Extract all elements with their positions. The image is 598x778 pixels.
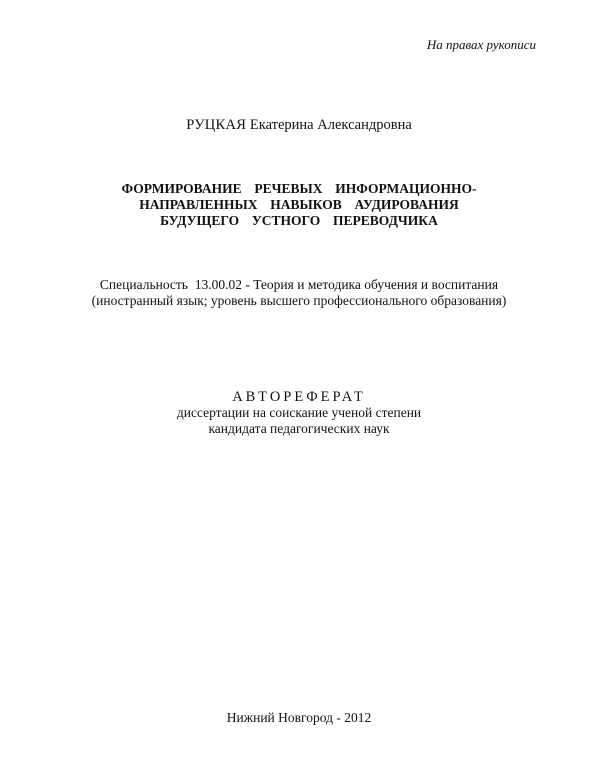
specialty-line: Специальность 13.00.02 - Теория и методика обучения и воспитания <box>99 277 499 292</box>
dissertation-title <box>0 181 598 229</box>
title-line: БУДУЩЕГО УСТНОГО ПЕРЕВОДЧИКА <box>160 213 438 228</box>
title-line: НАПРАВЛЕННЫХ НАВЫКОВ АУДИРОВАНИЯ <box>139 197 459 212</box>
abstract-block <box>0 389 598 437</box>
author-given-names: Екатерина Александровна <box>249 117 412 133</box>
abstract-degree: кандидата педагогических наук <box>208 421 390 436</box>
author-name <box>0 117 598 134</box>
title-line: ФОРМИРОВАНИЕ РЕЧЕВЫХ ИНФОРМАЦИОННО- <box>121 181 477 196</box>
abstract-heading: АВТОРЕФЕРАТ <box>232 389 366 405</box>
abstract-purpose: диссертации на соискание ученой степени <box>176 405 422 420</box>
specialty-block <box>0 277 598 309</box>
specialty-field: (иностранный язык; уровень высшего профессионального образования) <box>91 293 507 308</box>
author-surname: РУЦКАЯ <box>186 117 247 133</box>
rights-note: На правах рукописи <box>426 37 536 52</box>
city-year: Нижний Новгород - 2012 <box>226 710 372 725</box>
